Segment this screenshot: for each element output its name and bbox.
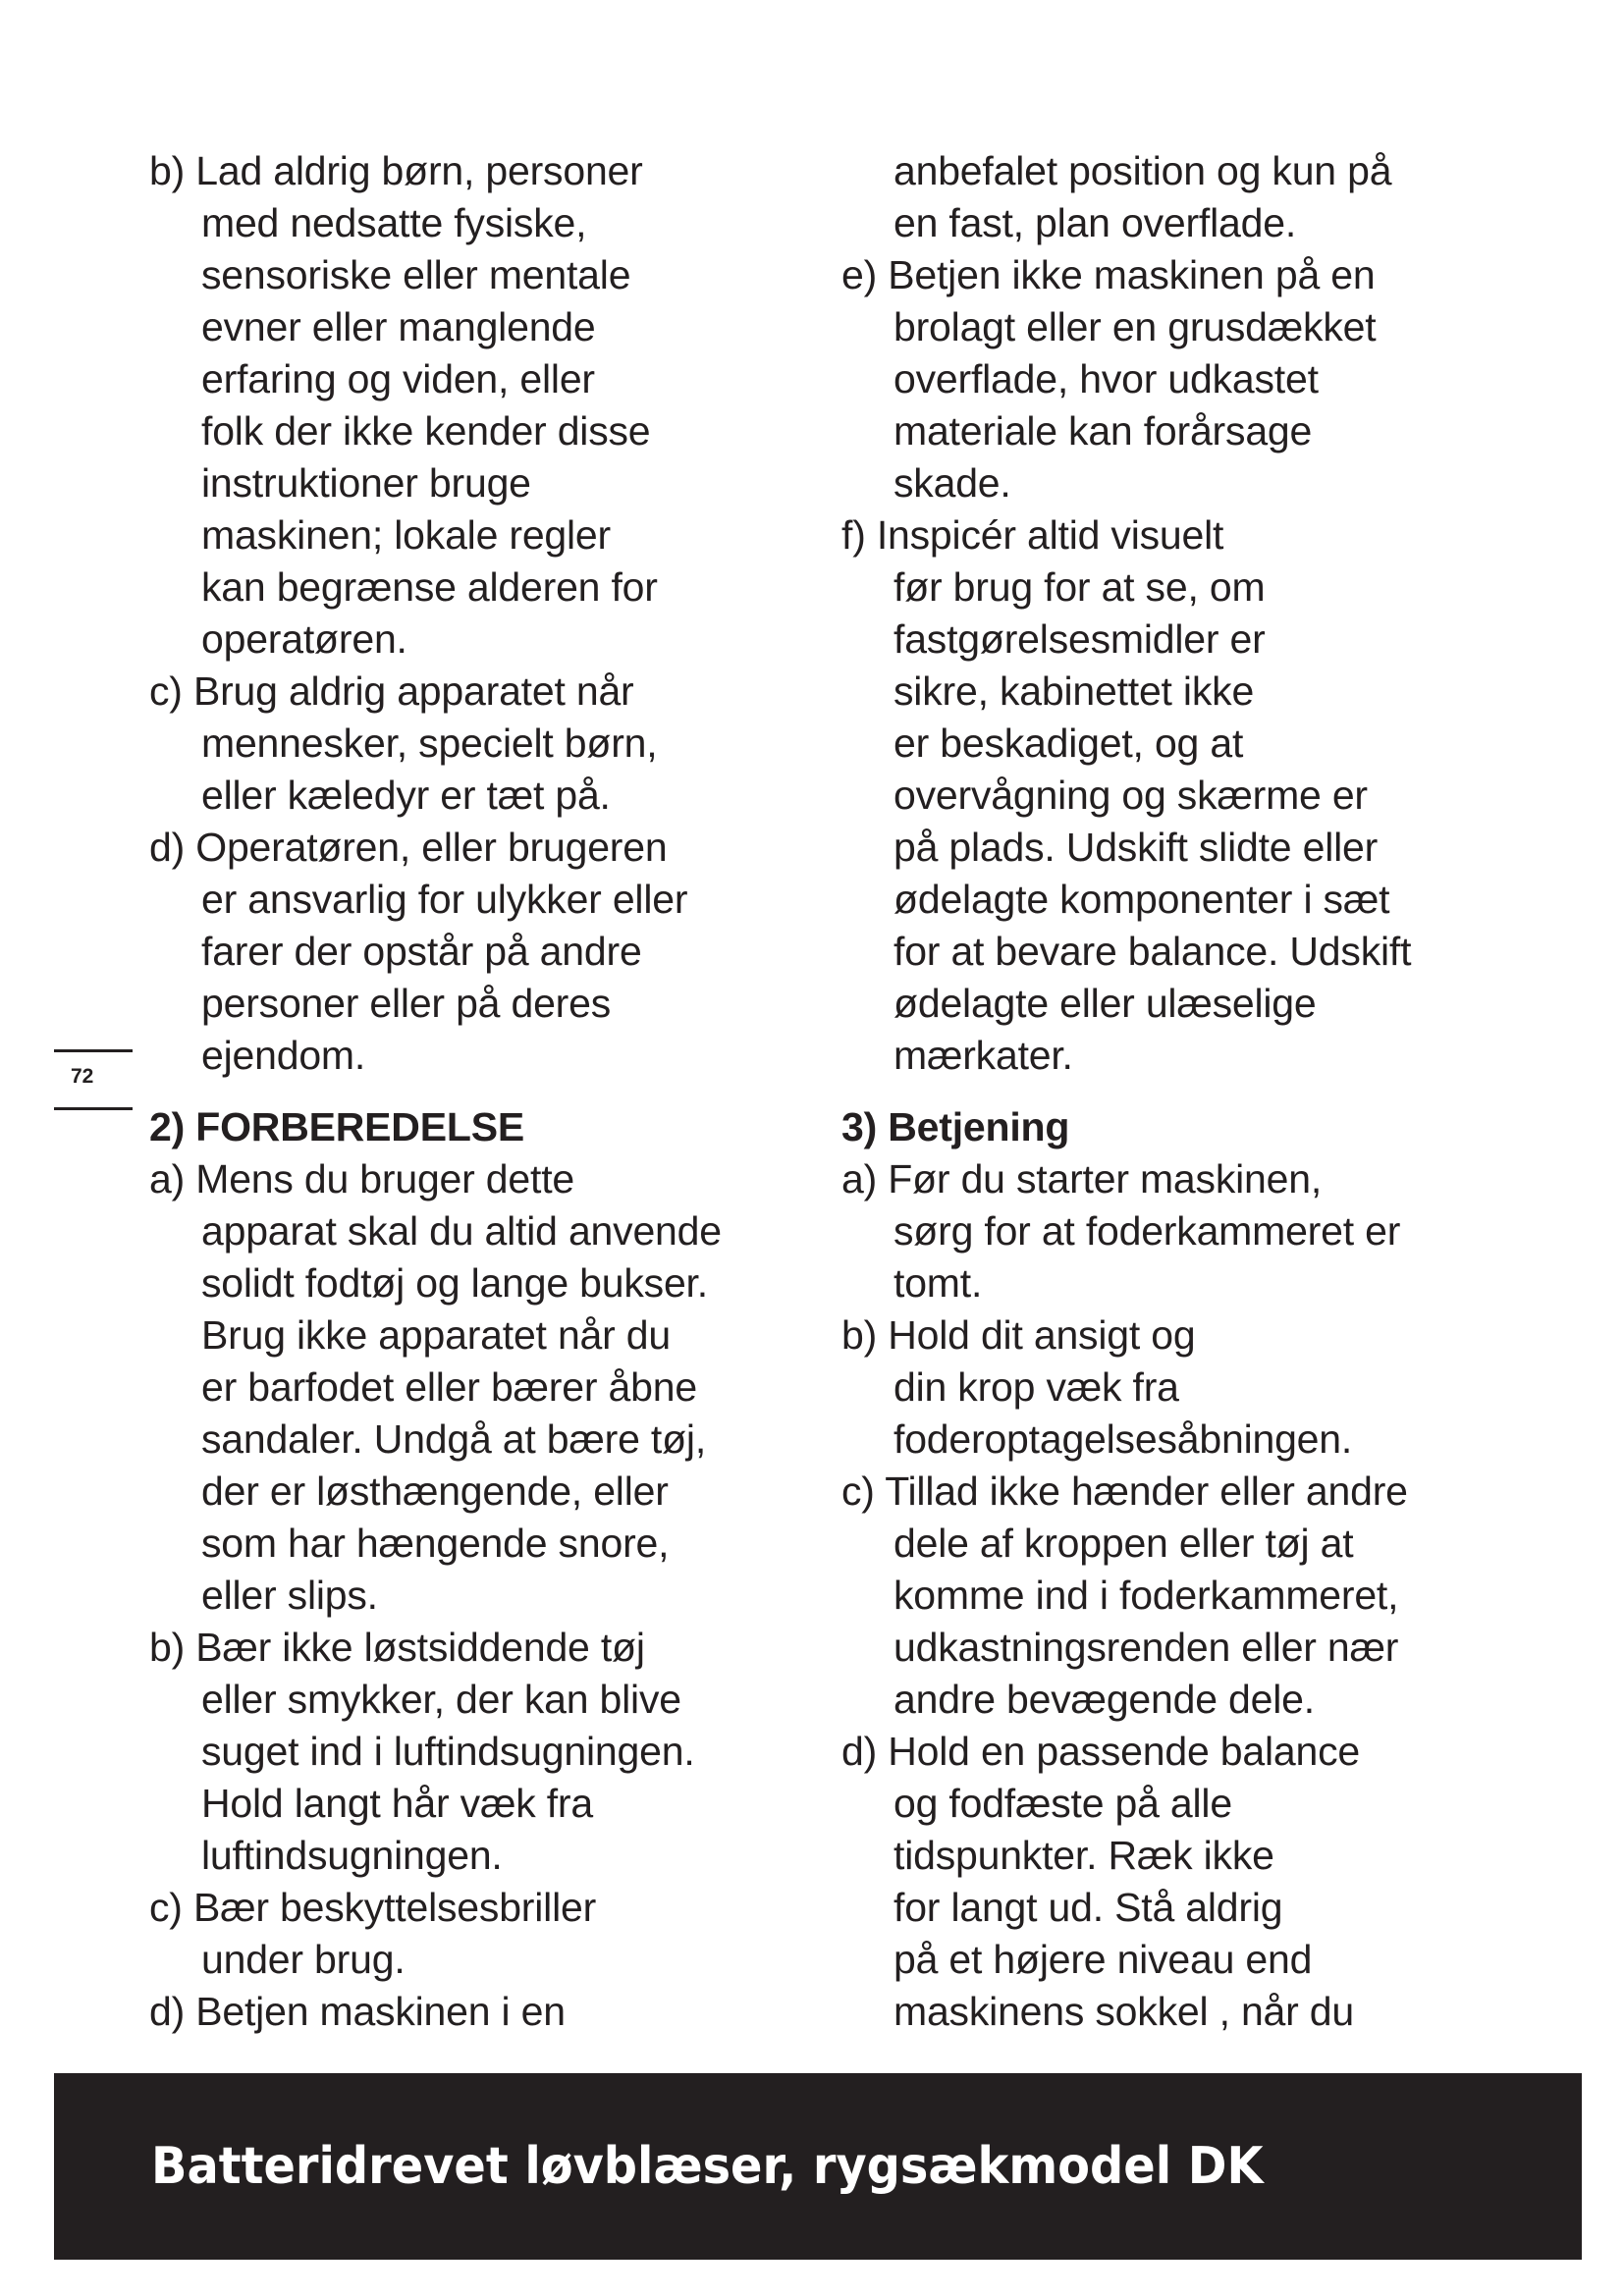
text-line: materiale kan forårsage [893, 408, 1313, 454]
text-line: sandaler. Undgå at bære tøj, [201, 1416, 707, 1462]
text-line: er ansvarlig for ulykker eller [201, 877, 688, 922]
text-line: overvågning og skærme er [893, 773, 1368, 818]
text-line: f) Inspicér altid visuelt [841, 512, 1224, 558]
text-line: brolagt eller en grusdækket [893, 304, 1377, 349]
text-line: b) Hold dit ansigt og [841, 1312, 1196, 1358]
text-line: sørg for at foderkammeret er [893, 1208, 1401, 1254]
text-line: d) Betjen maskinen i en [149, 1989, 566, 2034]
text-line: e) Betjen ikke maskinen på en [841, 252, 1376, 297]
text-line: ejendom. [201, 1033, 366, 1078]
section-gap [841, 1082, 1509, 1101]
text-line: på plads. Udskift slidte eller [893, 825, 1379, 870]
text-line: sikre, kabinettet ikke [893, 668, 1255, 714]
text-line: din krop væk fra [893, 1364, 1179, 1410]
text-line: fastgørelsesmidler er [893, 616, 1266, 662]
section-gap [149, 1082, 817, 1101]
text-line: c) Bær beskyttelsesbriller [149, 1885, 597, 1930]
text-line: apparat skal du altid anvende [201, 1208, 722, 1254]
text-line: ødelagte eller ulæselige [893, 981, 1317, 1026]
text-line: a) Før du starter maskinen, [841, 1156, 1323, 1201]
text-line: tidspunkter. Ræk ikke [893, 1833, 1274, 1878]
text-line: c) Brug aldrig apparatet når [149, 668, 634, 714]
text-line: suget ind i luftindsugningen. [201, 1729, 695, 1774]
text-line: operatøren. [201, 616, 407, 662]
footer-bar [54, 2073, 1582, 2260]
text-line: anbefalet position og kun på [893, 148, 1392, 193]
text-line: skade. [893, 460, 1011, 506]
text-line: dele af kroppen eller tøj at [893, 1521, 1354, 1566]
text-line: der er løsthængende, eller [201, 1468, 669, 1514]
text-line: evner eller manglende [201, 304, 596, 349]
text-line: med nedsatte fysiske, [201, 200, 587, 245]
text-line: overflade, hvor udkastet [893, 356, 1319, 401]
text-line: eller smykker, der kan blive [201, 1677, 681, 1722]
page-number-bottom-rule [54, 1107, 133, 1110]
text-line: på et højere niveau end [893, 1937, 1313, 1982]
text-line: Brug ikke apparatet når du [201, 1312, 671, 1358]
text-line: luftindsugningen. [201, 1833, 503, 1878]
text-line: folk der ikke kender disse [201, 408, 651, 454]
text-line: Hold langt hår væk fra [201, 1781, 593, 1826]
text-line: solidt fodtøj og lange bukser. [201, 1260, 708, 1306]
right-column [841, 145, 1509, 2038]
text-line: b) Lad aldrig børn, personer [149, 148, 643, 193]
text-line: c) Tillad ikke hænder eller andre [841, 1468, 1408, 1514]
text-line: personer eller på deres [201, 981, 612, 1026]
text-line: andre bevægende dele. [893, 1677, 1315, 1722]
page-number-top-rule [54, 1049, 133, 1052]
text-line: eller kæledyr er tæt på. [201, 773, 611, 818]
text-line: ødelagte komponenter i sæt [893, 877, 1390, 922]
text-line: under brug. [201, 1937, 406, 1982]
text-line: farer der opstår på andre [201, 929, 642, 974]
text-line: er barfodet eller bærer åbne [201, 1364, 697, 1410]
section-heading: 3) Betjening [841, 1104, 1070, 1149]
text-line: en fast, plan overflade. [893, 200, 1297, 245]
text-line: og fodfæste på alle [893, 1781, 1232, 1826]
text-line: for langt ud. Stå aldrig [893, 1885, 1283, 1930]
text-line: maskinens sokkel , når du [893, 1989, 1355, 2034]
text-line: sensoriske eller mentale [201, 252, 631, 297]
text-line: erfaring og viden, eller [201, 356, 595, 401]
text-line: a) Mens du bruger dette [149, 1156, 574, 1201]
text-line: mærkater. [893, 1033, 1073, 1078]
text-line: udkastningsrenden eller nær [893, 1625, 1399, 1670]
text-line: tomt. [893, 1260, 983, 1306]
text-line: eller slips. [201, 1573, 378, 1618]
text-line: d) Hold en passende balance [841, 1729, 1360, 1774]
text-line: d) Operatøren, eller brugeren [149, 825, 668, 870]
text-line: er beskadiget, og at [893, 721, 1244, 766]
text-line: foderoptagelsesåbningen. [893, 1416, 1353, 1462]
text-line: før brug for at se, om [893, 564, 1266, 610]
text-line: b) Bær ikke løstsiddende tøj [149, 1625, 645, 1670]
text-line: maskinen; lokale regler [201, 512, 611, 558]
text-line: som har hængende snore, [201, 1521, 670, 1566]
page-number: 72 [71, 1065, 94, 1088]
text-line: komme ind i foderkammeret, [893, 1573, 1399, 1618]
left-column [149, 145, 817, 2038]
section-heading: 2) FORBEREDELSE [149, 1104, 524, 1149]
text-line: for at bevare balance. Udskift [893, 929, 1412, 974]
text-line: mennesker, specielt børn, [201, 721, 658, 766]
text-line: kan begrænse alderen for [201, 564, 658, 610]
text-line: instruktioner bruge [201, 460, 531, 506]
footer-title: Batteridrevet løvblæser, rygsækmodel DK [151, 2137, 1264, 2196]
